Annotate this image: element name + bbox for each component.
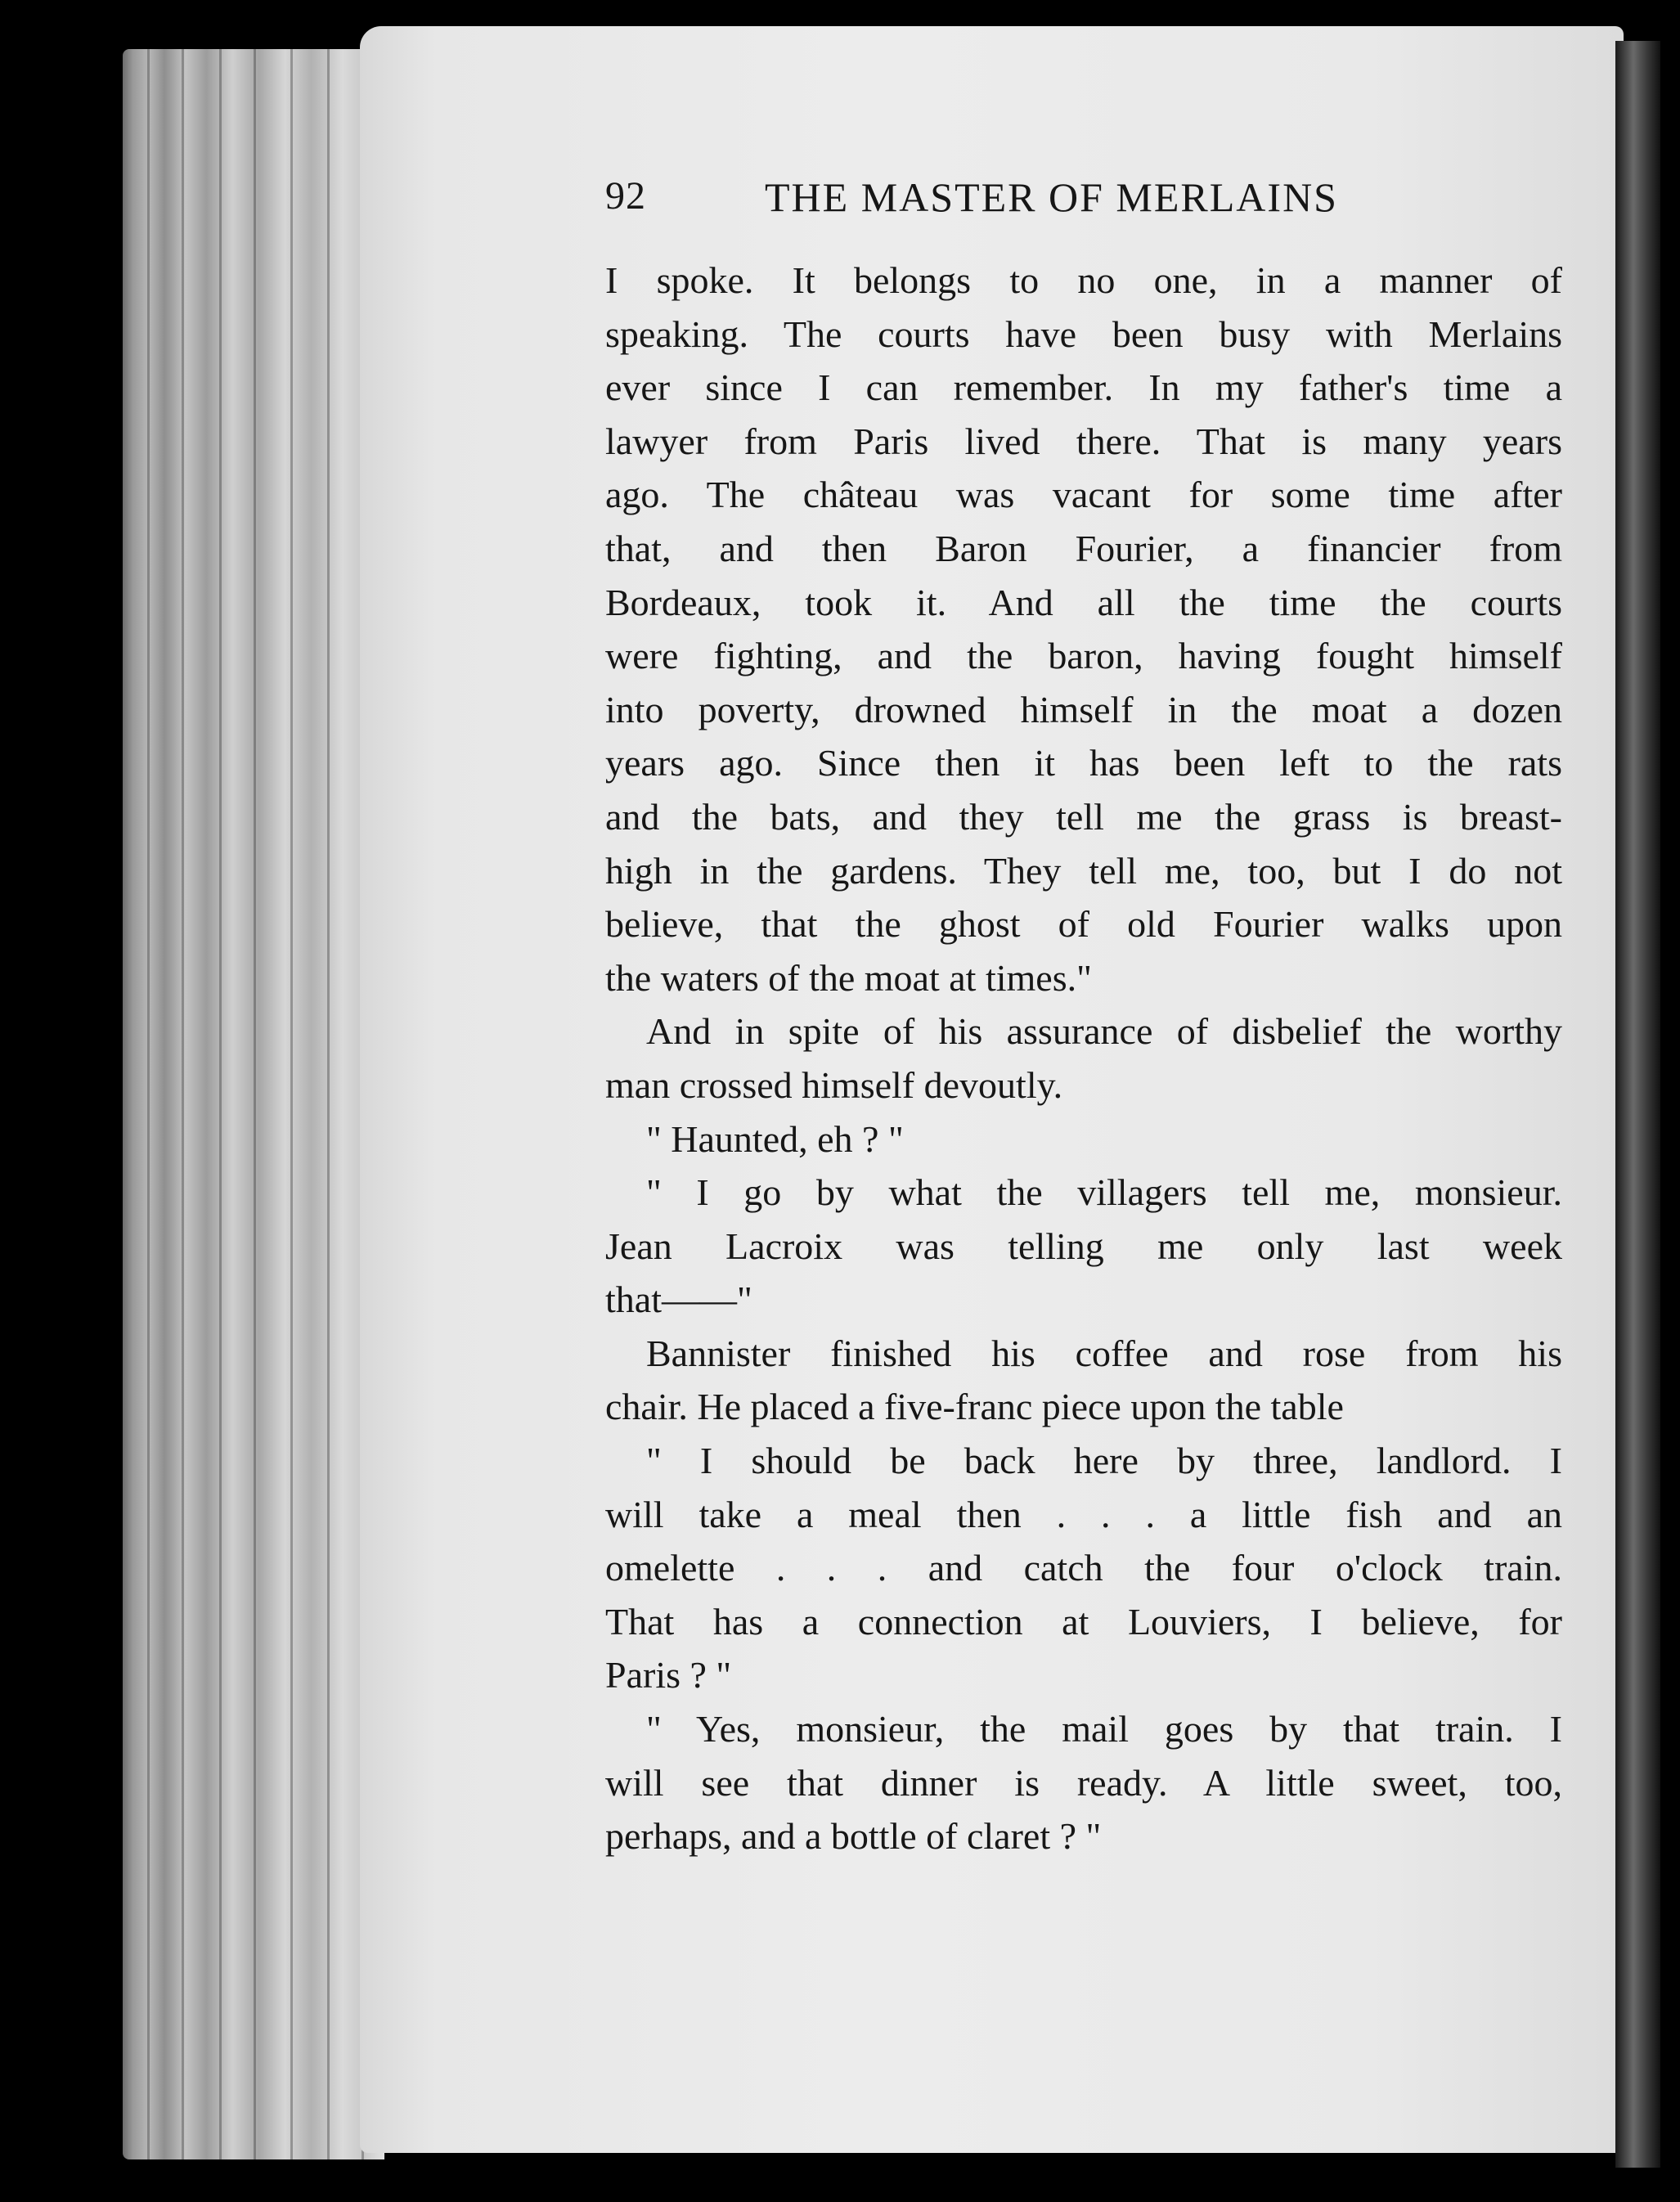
text-line: the waters of the moat at times." bbox=[605, 956, 1092, 999]
binding-edge bbox=[1615, 41, 1660, 2168]
text-line: lawyer from Paris lived there. That is many years bbox=[605, 420, 1562, 462]
text-line: Paris ? " bbox=[605, 1654, 732, 1696]
text-line: perhaps, and a bottle of claret ? " bbox=[605, 1815, 1102, 1858]
body-text bbox=[605, 254, 1562, 1863]
page-number: 92 bbox=[605, 174, 646, 218]
text-line: Jean Lacroix was telling me only last week bbox=[605, 1225, 1562, 1267]
text-line: Bordeaux, took it. And all the time the courts bbox=[605, 581, 1562, 623]
text-line: chair. He placed a five-franc piece upon the table bbox=[605, 1386, 1344, 1428]
text-line: " I should be back here by three, landlord. I bbox=[646, 1440, 1562, 1482]
text-line: omelette . . . and catch the four o'clock train. bbox=[605, 1547, 1562, 1589]
text-line: high in the gardens. They tell me, too, but I do not bbox=[605, 849, 1562, 892]
text-line: That has a connection at Louviers, I believe, for bbox=[605, 1600, 1562, 1643]
text-line: man crossed himself devoutly. bbox=[605, 1063, 1063, 1106]
text-line: years ago. Since then it has been left to the rats bbox=[605, 742, 1562, 784]
text-line: believe, that the ghost of old Fourier walks upon bbox=[605, 903, 1562, 946]
text-line: will see that dinner is ready. A little sweet, too, bbox=[605, 1761, 1562, 1804]
text-line: ago. The château was vacant for some time after bbox=[605, 474, 1562, 516]
text-line: will take a meal then . . . a little fish and an bbox=[605, 1493, 1562, 1535]
running-title: THE MASTER OF MERLAINS bbox=[765, 174, 1338, 220]
text-line: that——" bbox=[605, 1279, 752, 1321]
text-line: Bannister finished his coffee and rose from his bbox=[646, 1332, 1562, 1374]
text-line: " Yes, monsieur, the mail goes by that train. I bbox=[646, 1708, 1562, 1750]
text-line: And in spite of his assurance of disbelief the worthy bbox=[646, 1010, 1562, 1053]
text-line: speaking. The courts have been busy with Merlains bbox=[605, 312, 1562, 355]
running-head bbox=[605, 173, 1423, 231]
text-line: " Haunted, eh ? " bbox=[646, 1117, 904, 1160]
text-line: into poverty, drowned himself in the moat a dozen bbox=[605, 688, 1562, 730]
text-line: I spoke. It belongs to no one, in a manner of bbox=[605, 259, 1562, 301]
text-line: were fighting, and the baron, having fought himself bbox=[605, 635, 1562, 677]
text-line: " I go by what the villagers tell me, monsieur. bbox=[646, 1171, 1562, 1214]
text-line: and the bats, and they tell me the grass is breast- bbox=[605, 795, 1562, 838]
text-line: ever since I can remember. In my father's time a bbox=[605, 366, 1562, 409]
book-page-edges bbox=[123, 49, 384, 2159]
text-line: that, and then Baron Fourier, a financier from bbox=[605, 527, 1562, 569]
